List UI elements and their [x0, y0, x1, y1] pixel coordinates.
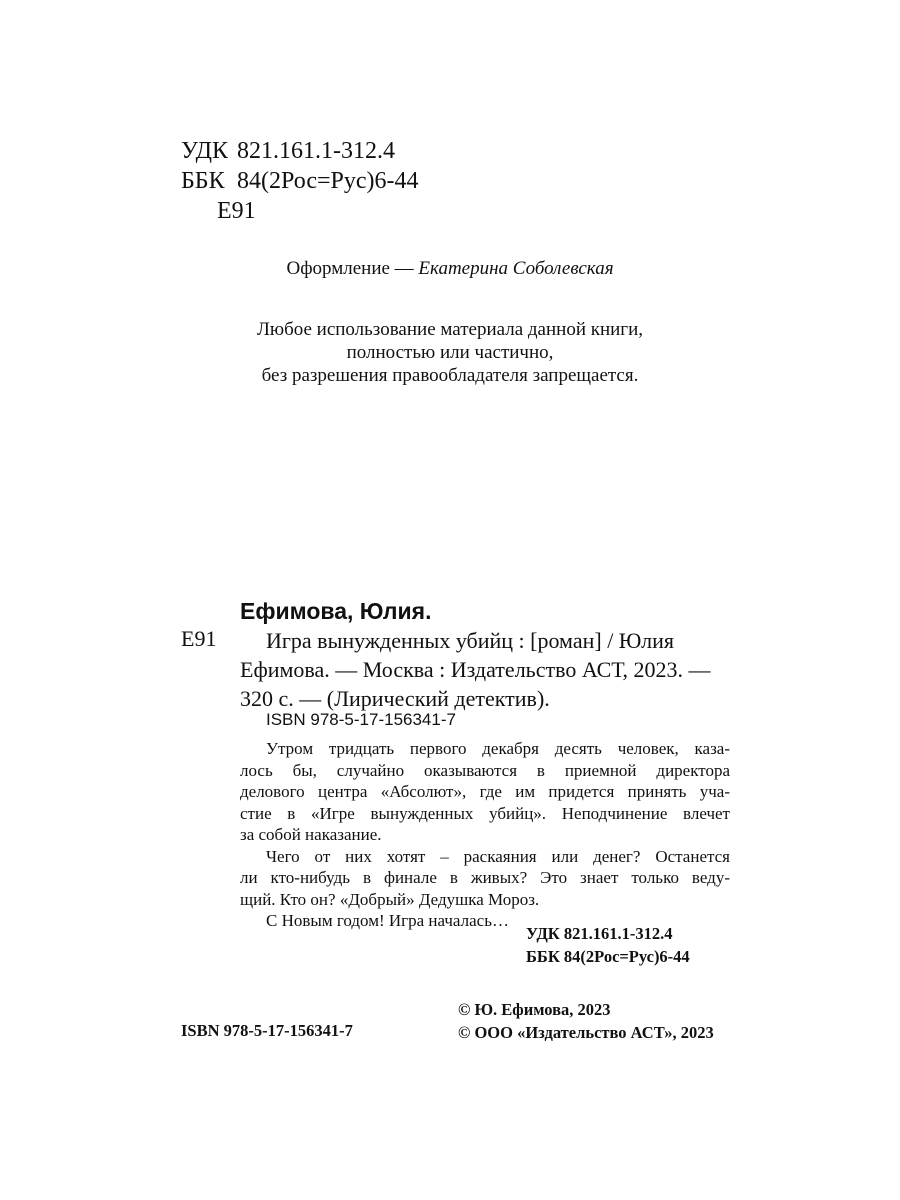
bbk-value: 84(2Рос=Рус)6-44	[237, 168, 419, 194]
abstract-line: С Новым годом! Игра началась…	[266, 911, 509, 930]
abstract-line: лось бы, случайно оказываются в приемной директора	[240, 760, 730, 780]
author-heading: Ефимова, Юлия.	[240, 598, 432, 624]
isbn-footer: ISBN 978-5-17-156341-7	[181, 1021, 353, 1040]
rights-line: полностью или частично,	[346, 342, 554, 363]
designer-name: Екатерина Соболевская	[418, 258, 614, 279]
abstract-line: за собой наказание.	[240, 825, 382, 844]
copyright-author: © Ю. Ефимова, 2023	[458, 1000, 611, 1019]
rights-line: Любое использование материала данной книги,	[256, 319, 644, 340]
bibliographic-record	[240, 626, 730, 713]
design-credit-label: Оформление —	[286, 258, 419, 279]
bottom-bbk: ББК 84(2Рос=Рус)6-44	[526, 947, 690, 966]
record-line: 320 с. — (Лирический детектив).	[240, 686, 550, 711]
top-classification	[181, 136, 419, 226]
bbk-label: ББК	[181, 168, 225, 194]
abstract-line: делового центра «Абсолют», где им придется принять уча-	[240, 782, 730, 801]
abstract-line: ли кто-нибудь в финале в живых? Это знает только веду-	[240, 868, 730, 887]
record-isbn: ISBN 978-5-17-156341-7	[266, 710, 456, 729]
bottom-udk: УДК 821.161.1-312.4	[526, 924, 673, 943]
abstract-line: Чего от них хотят – раскаяния или денег? Останется	[266, 846, 730, 866]
copyright-block	[458, 998, 714, 1044]
udk-value: 821.161.1-312.4	[237, 138, 395, 164]
bbk-row	[181, 166, 419, 196]
bottom-classification	[526, 922, 690, 968]
record-line: Ефимова. — Москва : Издательство АСТ, 2023. —	[240, 657, 711, 682]
abstract-line: Утром тридцать первого декабря десять человек, каза-	[266, 739, 730, 758]
udk-row	[181, 136, 419, 166]
abstract-line: стие в «Игре вынужденных убийц». Неподчинение влечет	[240, 803, 730, 823]
rights-notice	[0, 318, 900, 387]
copyright-publisher: © ООО «Издательство АСТ», 2023	[458, 1023, 714, 1042]
abstract	[240, 738, 730, 932]
rights-line: без разрешения правообладателя запрещается.	[261, 365, 639, 386]
udk-label: УДК	[181, 138, 228, 164]
record-line: Игра вынужденных убийц : [роман] / Юлия	[266, 628, 674, 653]
record-author-mark: Е91	[181, 626, 217, 651]
design-credit	[0, 258, 900, 280]
author-mark-row	[181, 196, 419, 226]
author-mark: Е91	[217, 198, 256, 224]
abstract-line: щий. Кто он? «Добрый» Дедушка Мороз.	[240, 889, 540, 909]
